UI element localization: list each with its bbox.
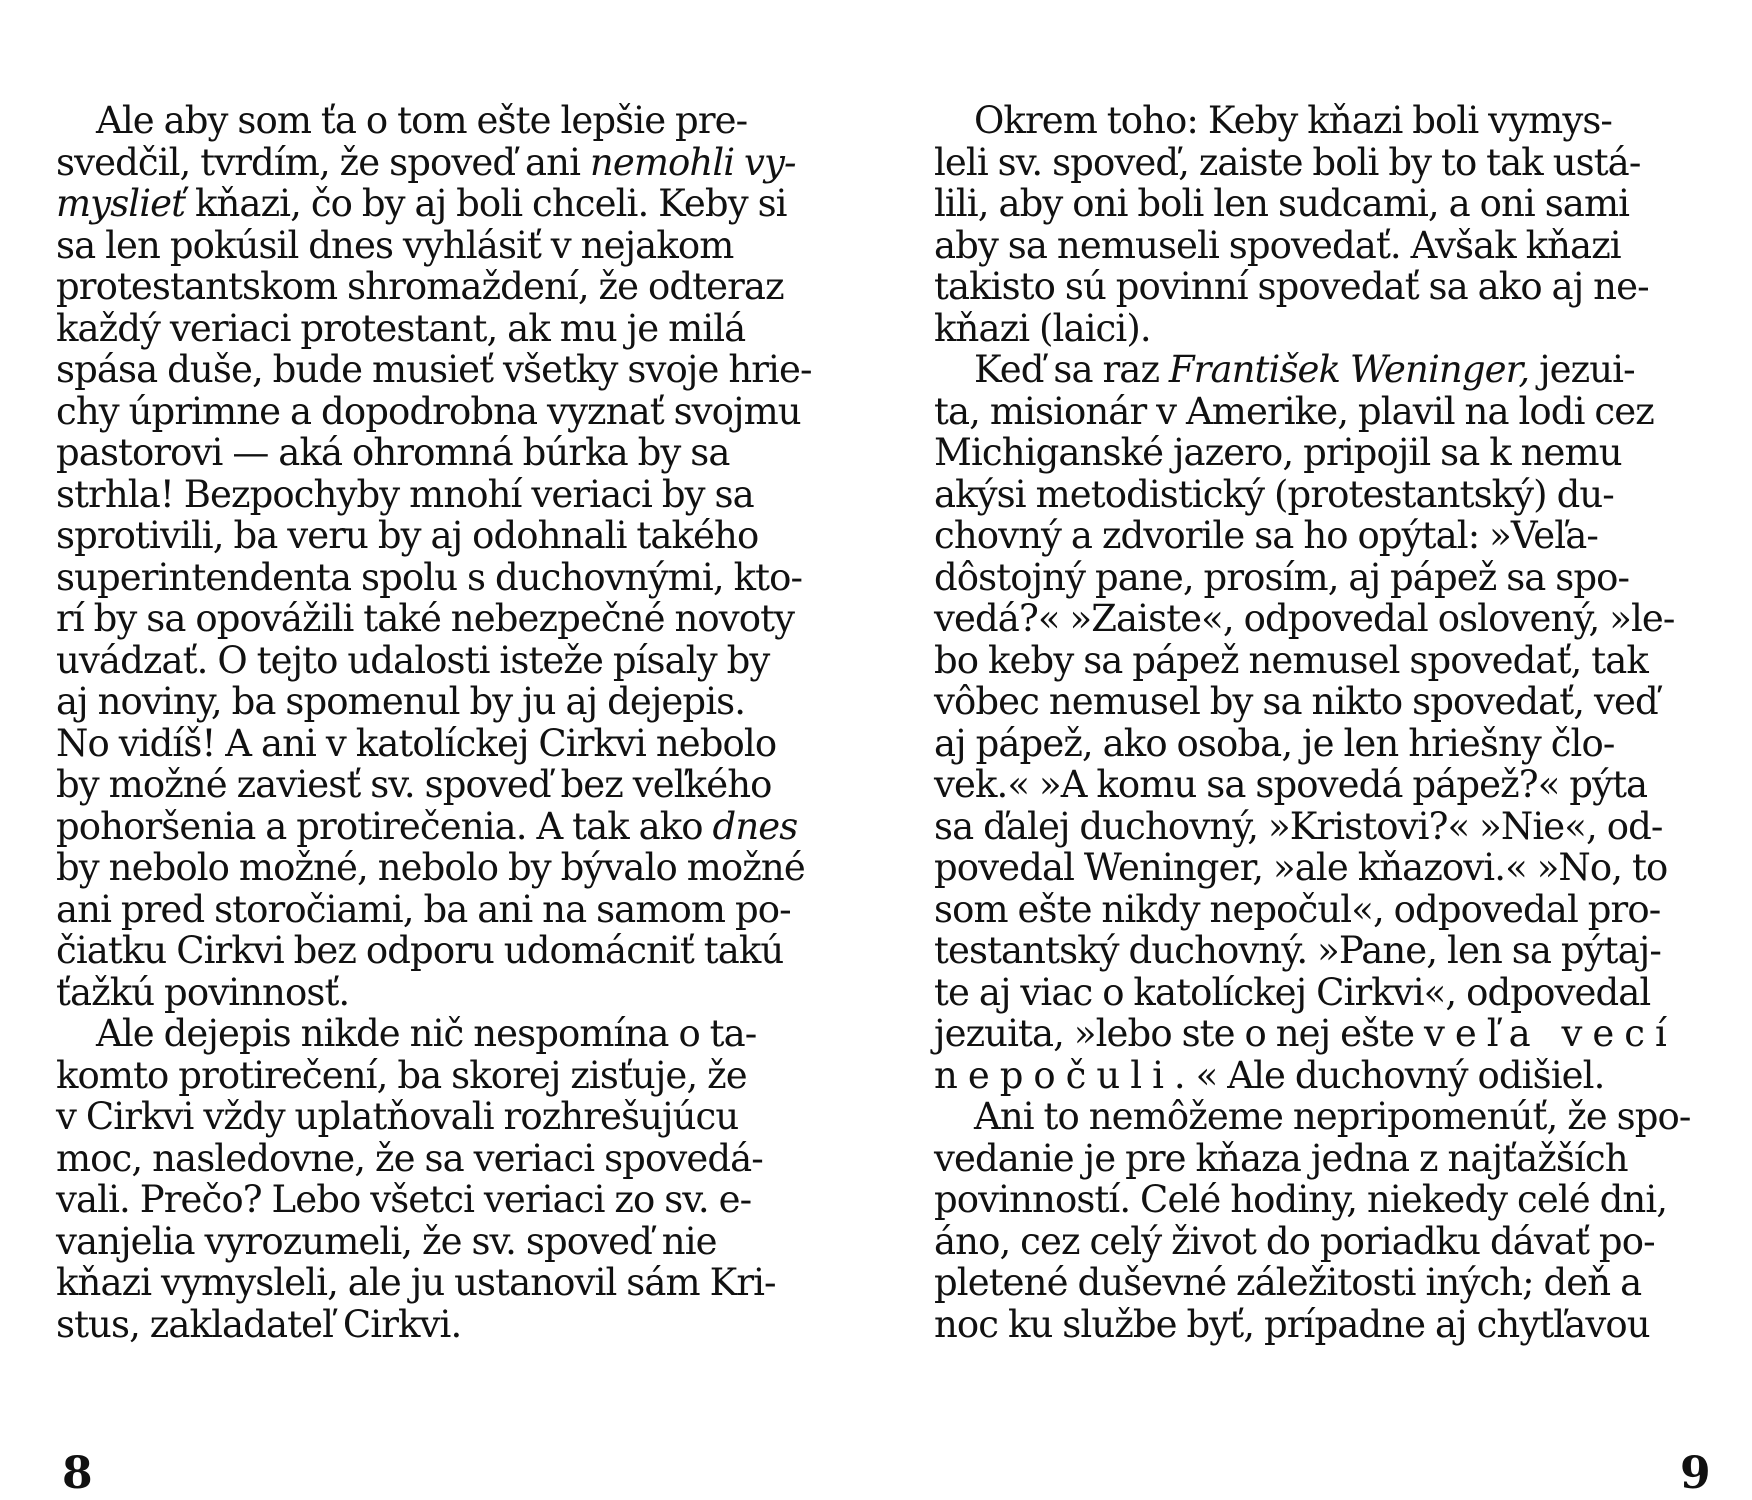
text-line: dôstojný pane, prosím, aj pápež sa spo-: [934, 555, 1630, 599]
page-number-left: 8: [62, 1448, 93, 1499]
text-line: strhla! Bezpochyby mnohí veriaci by sa: [56, 472, 754, 516]
text-line: jezuita, »lebo ste o nej ešte veľa vecí: [934, 1012, 1677, 1055]
text-line: ta, misionár v Amerike, plavil na lodi cez: [934, 389, 1654, 433]
text-line: rí by sa opovážili také nebezpečné novoty: [56, 597, 795, 640]
text-line: bo keby sa pápež nemusel spovedať, tak: [934, 638, 1648, 682]
text-line: takisto sú povinní spovedať sa ako aj ne-: [934, 265, 1649, 308]
text-line: No vidíš! A ani v katolíckej Cirkvi nebolo: [56, 721, 777, 765]
text-line: Michiganské jazero, pripojil sa k nemu: [934, 431, 1622, 474]
text-line: áno, cez celý život do poriadku dávať po-: [934, 1219, 1655, 1263]
text-line: vali. Prečo? Lebo všetci veriaci zo sv. e-: [56, 1178, 752, 1221]
right-page: [934, 100, 1694, 1345]
text-line: nepočuli.« Ale duchovný odišiel.: [934, 1053, 1605, 1097]
text-line: sa len pokúsil dnes vyhlásiť v nejakom: [56, 223, 734, 267]
text-line: som ešte nikdy nepočul«, odpovedal pro-: [934, 887, 1661, 931]
text-line: Keď sa raz František Weninger, jezui-: [974, 348, 1635, 391]
text-line: vôbec nemusel by sa nikto spovedať, veď: [934, 680, 1658, 723]
text-line: vedanie je pre kňaza jedna z najťažších: [934, 1136, 1628, 1180]
text-line: svedčil, tvrdím, že spoveď ani nemohli vy-: [56, 140, 796, 184]
text-line: chovný a zdvorile sa ho opýtal: »Veľa-: [934, 514, 1598, 557]
text-line: leli sv. spoveď, zaiste boli by to tak ustá-: [934, 140, 1641, 184]
text-line: každý veriaci protestant, ak mu je milá: [56, 306, 746, 350]
text-line: stus, zakladateľ Cirkvi.: [56, 1302, 462, 1346]
left-page: [56, 100, 816, 1345]
text-line: protestantskom shromaždení, že odteraz: [56, 265, 784, 308]
text-line: superintendenta spolu s duchovnými, kto-: [56, 555, 803, 599]
text-line: vek.« »A komu sa spovedá pápež?« pýta: [934, 763, 1648, 806]
text-line: Ale dejepis nikde nič nespomína o ta-: [96, 1012, 757, 1055]
text-line: akýsi metodistický (protestantský) du-: [934, 472, 1614, 516]
text-line: by možné zaviesť sv. spoveď bez veľkého: [56, 763, 772, 806]
text-line: vanjelia vyrozumeli, že sv. spoveď nie: [56, 1219, 717, 1263]
text-line: myslieť kňazi, čo by aj boli chceli. Keby si: [56, 182, 787, 225]
text-line: Ale aby som ťa o tom ešte lepšie pre-: [96, 99, 748, 142]
left-page-text: [56, 100, 816, 1345]
text-line: sa ďalej duchovný, »Kristovi?« »Nie«, od-: [934, 804, 1663, 848]
text-line: komto protirečení, ba skorej zisťuje, že: [56, 1053, 747, 1097]
text-line: čiatku Cirkvi bez odporu udomácniť takú: [56, 929, 784, 972]
text-line: aj pápež, ako osoba, je len hriešny člo-: [934, 721, 1615, 765]
text-line: ani pred storočiami, ba ani na samom po-: [56, 887, 791, 931]
text-line: aj noviny, ba spomenul by ju aj dejepis.: [56, 680, 746, 723]
text-line: kňazi (laici).: [934, 306, 1151, 350]
text-line: testantský duchovný. »Pane, len sa pýtaj-: [934, 929, 1661, 972]
text-line: lili, aby oni boli len sudcami, a oni sami: [934, 182, 1630, 225]
text-line: v Cirkvi vždy uplatňovali rozhrešujúcu: [56, 1095, 739, 1138]
text-line: povedal Weninger, »ale kňazovi.« »No, to: [934, 846, 1668, 889]
text-line: chy úprimne a dopodrobna vyznať svojmu: [56, 389, 801, 433]
page-number-right: 9: [1680, 1448, 1711, 1499]
text-line: kňazi vymysleli, ale ju ustanovil sám Kri-: [56, 1261, 776, 1304]
text-line: moc, nasledovne, že sa veriaci spovedá-: [56, 1136, 763, 1180]
text-line: Okrem toho: Keby kňazi boli vymys-: [974, 99, 1613, 142]
text-line: pastorovi — aká ohromná búrka by sa: [56, 431, 730, 474]
text-line: vedá?« »Zaiste«, odpovedal oslovený, »le-: [934, 597, 1675, 640]
right-page-text: [934, 100, 1694, 1345]
text-line: Ani to nemôžeme nepripomenúť, že spo-: [974, 1095, 1691, 1138]
text-line: aby sa nemuseli spovedať. Avšak kňazi: [934, 223, 1621, 267]
text-line: povinností. Celé hodiny, niekedy celé dni,: [934, 1178, 1668, 1221]
text-line: ťažkú povinnosť.: [56, 970, 350, 1014]
text-line: noc ku službe byť, prípadne aj chytľavou: [934, 1302, 1650, 1346]
text-line: uvádzať. O tejto udalosti isteže písaly by: [56, 638, 770, 682]
text-line: sprotivili, ba veru by aj odohnali takého: [56, 514, 759, 557]
text-line: pohoršenia a protirečenia. A tak ako dnes: [56, 804, 798, 848]
text-line: spása duše, bude musieť všetky svoje hrie-: [56, 348, 812, 391]
text-line: te aj viac o katolíckej Cirkvi«, odpovedal: [934, 970, 1651, 1014]
text-line: pletené duševné záležitosti iných; deň a: [934, 1261, 1642, 1304]
text-line: by nebolo možné, nebolo by bývalo možné: [56, 846, 805, 889]
